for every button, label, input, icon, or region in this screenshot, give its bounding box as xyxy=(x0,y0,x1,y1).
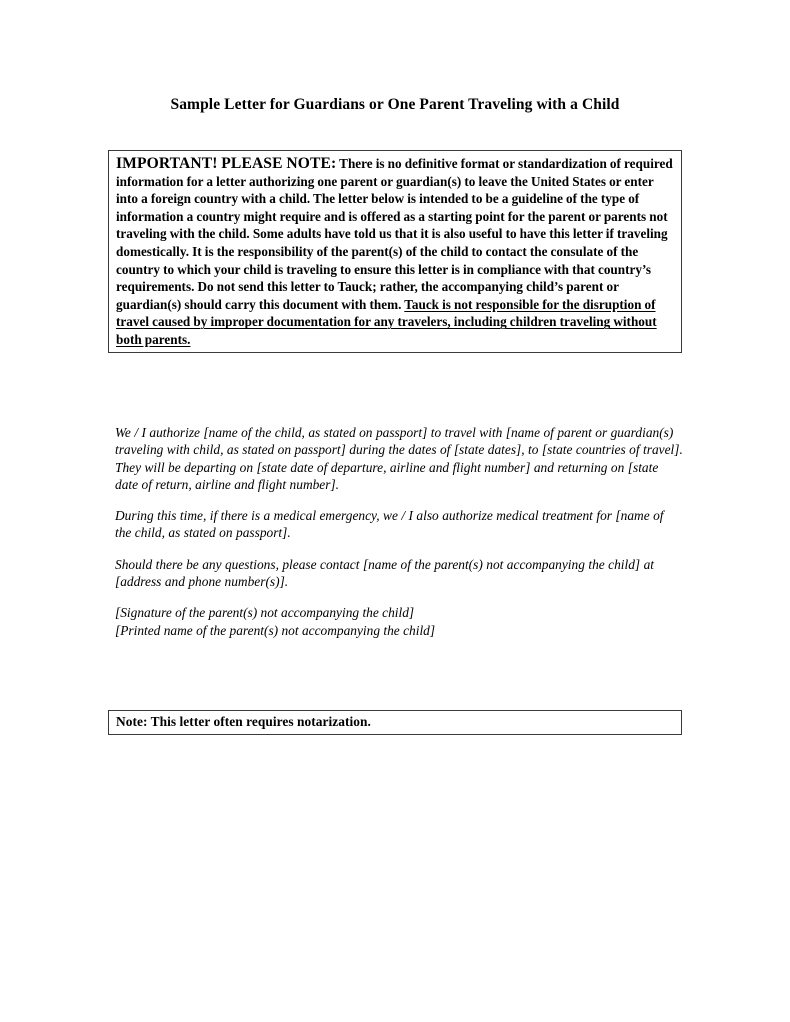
important-notice-heading: IMPORTANT! PLEASE NOTE: xyxy=(116,155,337,172)
printed-name-placeholder-line: [Printed name of the parent(s) not accompanying the child] xyxy=(115,622,436,638)
important-notice-underlined-disclaimer: Tauck is not responsible for the disruption of travel caused by improper documentation for any travelers, including children traveling without both parents. xyxy=(116,296,657,347)
signature-placeholder-line: [Signature of the parent(s) not accompanying the child] xyxy=(115,605,415,621)
important-notice-text xyxy=(116,155,674,349)
page-title: Sample Letter for Guardians or One Parent Traveling with a Child xyxy=(170,96,620,113)
letter-body xyxy=(115,424,683,639)
important-notice-box xyxy=(108,150,682,353)
letter-paragraph-authorization: We / I authorize [name of the child, as stated on passport] to travel with [name of parent or guardian(s) traveling with child, as stated on passport] during the dates of [state dates], to [state countries of travel]. They will be departing on [state date of departure, airline and flight number] and returning on [state date of return, airline and flight number]. xyxy=(115,425,683,492)
letter-paragraph-contact: Should there be any questions, please contact [name of the parent(s) not accompanying the child] at [address and phone number(s)]. xyxy=(115,556,655,590)
important-notice-body: There is no definitive format or standardization of required information for a letter authorizing one parent or guardian(s) to leave the United States or enter into a foreign country with a child. The letter below is intended to be a guideline of the type of information a country might require and is offered as a starting point for the parent or parents not traveling with the child. Some adults have told us that it is also useful to have this letter if traveling domestically. It is the responsibility of the parent(s) of the child to contact the consulate of the country to which your child is traveling to ensure this letter is in compliance with that country’s requirements. Do not send this letter to Tauck; rather, the accompanying child’s parent or guardian(s) should carry this document with them. xyxy=(116,156,673,312)
notarization-note-box xyxy=(108,710,682,735)
letter-paragraph-medical: During this time, if there is a medical emergency, we / I also authorize medical treatment for [name of the child, as stated on passport]. xyxy=(115,508,664,541)
notarization-note-text: Note: This letter often requires notarization. xyxy=(116,714,371,729)
signature-block xyxy=(115,604,683,639)
